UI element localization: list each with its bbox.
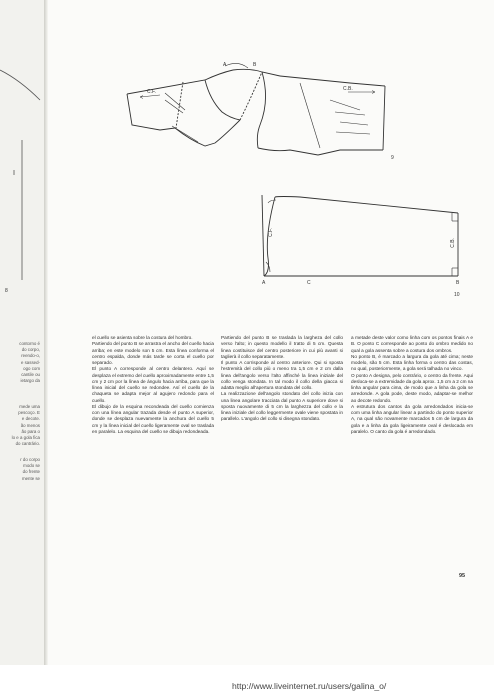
fragment-line: ão para o (21, 428, 40, 434)
fragment-line: ogo com (23, 365, 40, 371)
paragraph: Il punto A corrisponde al centro anteriore. Qui si sposta l'estremità del collo più o meno tra 1,5 cm e 2 cm dalla linea dell'angolo verso l'alto affinché la linea iniziale del collo venga stondata. In tal modo il collo della giacca si adatta meglio all'apertura stondata del collo. (221, 360, 343, 390)
fragment-line: e decote. (21, 416, 40, 422)
fragment-line: mede uma (19, 404, 40, 409)
paragraph: O ponto A designa, pelo contrário, o centro da frente. Aqui desloca-se a extremidade da gola aprox. 1,5 cm a 2 cm na linha angular para cima, de modo que a linha da gola se arredonde. A gola pode, deste modo, adaptar-se melhor ao decote redondo. (351, 372, 473, 403)
label-cf-collar: C.F. (268, 228, 274, 237)
fragment-line: modo se (23, 463, 40, 469)
label-c-collar: C (307, 280, 311, 286)
fragment-line: do cantrário. (15, 441, 40, 447)
paragraph: el cuello se asienta sobre la costura del hombro. (92, 335, 193, 340)
label-b-bodice: B (253, 62, 257, 68)
left-page-text-bottom (0, 457, 40, 482)
page-number: 95 (459, 573, 466, 579)
fragment-line: contorno é (19, 341, 40, 346)
fragment-line: reendo-o, (21, 353, 40, 359)
fragment-line: e sassed- (20, 359, 40, 365)
figure-number-10: 10 (454, 292, 460, 298)
label-cb-bodice: C.B. (343, 86, 353, 92)
footer-url: http://www.liveinternet.ru/users/galina_o/ (232, 681, 387, 691)
fragment-line: r do corpo (20, 457, 40, 462)
fragment-line: ão menos (20, 422, 40, 428)
collar-pattern-figure (262, 195, 458, 276)
fragment-line: ietargo da (20, 378, 40, 384)
paragraph: El punto A corresponde al centro delantero. Aquí se desplaza el extremo del cuello aproximadamente entre 1,5 cm y 2 cm por la línea de ángulo hacia arriba, para que la línea inicial del cuello se redondee. Así el cuello de la chaqueta se adapta mejor al agujero redondo para el cuello. (92, 366, 214, 403)
fragment-line: lo e a gola fica (11, 435, 40, 441)
paragraph: El dibujo de la esquina recondeada del cuello comienza con una línea angular trazada desde el punto A superior, donde se desplaza nuevamente la anchura del cuello 5 cm y la línea inicial del cuello ligeramente oval se traslada en paralelo. La esquina del cuello se dibuja redondeada. (92, 403, 214, 434)
text-column-italian (221, 335, 343, 423)
figure-number-9: 9 (391, 155, 394, 161)
left-figure-number: 8 (5, 288, 8, 294)
left-page-figure (0, 70, 40, 280)
label-cf-bodice: C.F. (147, 89, 156, 95)
label-cb-collar: C.B. (450, 238, 456, 248)
paragraph: A estrutura dos cantos da gola arredondados inicia-se com uma linha angular linear a partindo do ponto superior A, na qual são novamente marcados 5 cm de largura da gola e a linha da gola ligeiramente oval é deslocada em paralelo. O canto da gola é arredondado. (351, 403, 473, 434)
fragment-line: do corpo, (21, 347, 40, 353)
fragment-line: pescoço. E (18, 410, 40, 416)
fragment-line: mente se (21, 475, 40, 481)
label-a-collar: A (262, 280, 266, 286)
fragment-line: cantile ou (21, 372, 40, 378)
left-page-text-top (0, 341, 40, 384)
paragraph: Partiendo del punto B se arrastra el ancho del cuello hacia arriba; en este modelo son 5 cm. Esta línea conforma el centro espalda, donde más tarde se corta el cuello por separado. (92, 341, 214, 365)
bodice-pattern-figure (127, 63, 385, 155)
paragraph: La realizzazione dell'angolo stondato del collo inizia con una linea angolare tracciata dal punto A superiore dove si sposta nuovamente di 5 cm la larghezza del collo e la linea iniziale del collo leggermente ovale viene spostata in parallelo. L'angolo del collo si disegna stondato. (221, 391, 343, 422)
text-column-spanish (92, 335, 214, 435)
fragment-line: do frente (22, 469, 40, 475)
paragraph: Partiendo del punto B se traslada la largheza del collo verso l'alto; in questo modello il tratto di 5 cm. Questa linea costituisce del centro posteriore in cui più avanti si taglierà il collo separatamente. (221, 335, 343, 359)
text-column-portuguese (351, 335, 473, 435)
paragraph: No ponto B, é marcado a largura da gola até cima; neste modelo, são 5 cm. Esta linha forma o centro das costas, no qual, posteriormente, a gola será talhada no vinco. (351, 353, 473, 372)
left-page-text-middle (0, 404, 40, 447)
paragraph: a metade deste valor como linha com os pontos finais A e B. O ponto C corresponde ao ponto do ombro medido no qual a gola assenta sobre a costura dos ombros. (351, 335, 473, 353)
label-b-collar: B (456, 280, 460, 286)
label-a-bodice: A (223, 62, 227, 68)
